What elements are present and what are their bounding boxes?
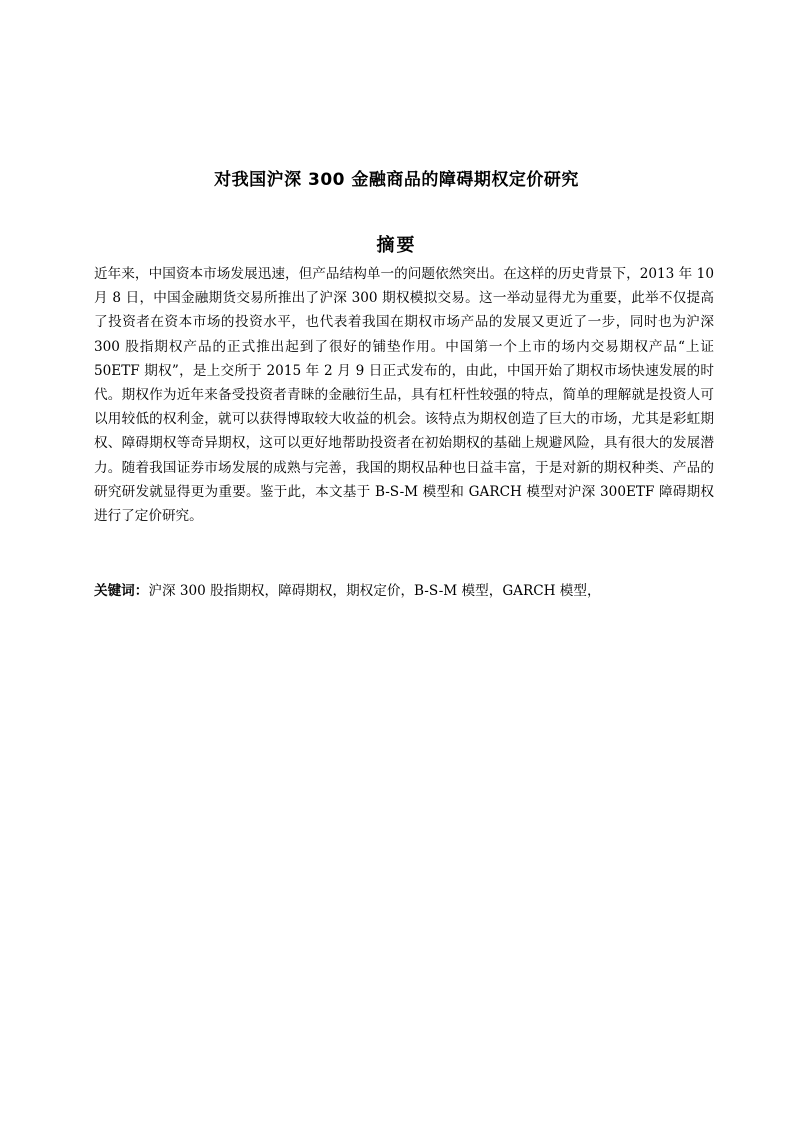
abstract-body: 近年来，中国资本市场发展迅速，但产品结构单一的问题依然突出。在这样的历史背景下，2013 年 10 月 8 日，中国金融期货交易所推出了沪深 300 期权模拟交易。这一举动显得尤为重要，此举不仅提高了投资者在资本市场的投资水平，也代表着我国在期权市场产品的发展又更近了一步，同时也为沪深 300 股指期权产品的正式推出起到了很好的铺垫作用。中国第一个上市的场内交易期权产品“上证 50ETF 期权”，是上交所于 2015 年 2 月 9 日正式发布的，由此，中国开始了期权市场快速发展的时代。期权作为近年来备受投资者青睐的金融衍生品，具有杠杆性较强的特点，简单的理解就是投资人可以用较低的权利金，就可以获得博取较大收益的机会。该特点为期权创造了巨大的市场，尤其是彩虹期权、障碍期权等奇异期权，这可以更好地帮助投资者在初始期权的基础上规避风险，具有很大的发展潜力。随着我国证券市场发展的成熟与完善，我国的期权品种也日益丰富，于是对新的期权种类、产品的研究研发就显得更为重要。鉴于此，本文基于 B-S-M 模型和 GARCH 模型对沪深 300ETF 障碍期权进行了定价研究。 [94,266,714,525]
keywords-label: 关键词： [94,583,149,599]
keywords-text: 沪深 300 股指期权，障碍期权，期权定价，B-S-M 模型，GARCH 模型， [148,583,601,599]
keywords-line [94,579,714,603]
paper-title: 对我国沪深 300 金融商品的障碍期权定价研究 [214,170,579,190]
abstract-heading: 摘要 [376,235,417,256]
